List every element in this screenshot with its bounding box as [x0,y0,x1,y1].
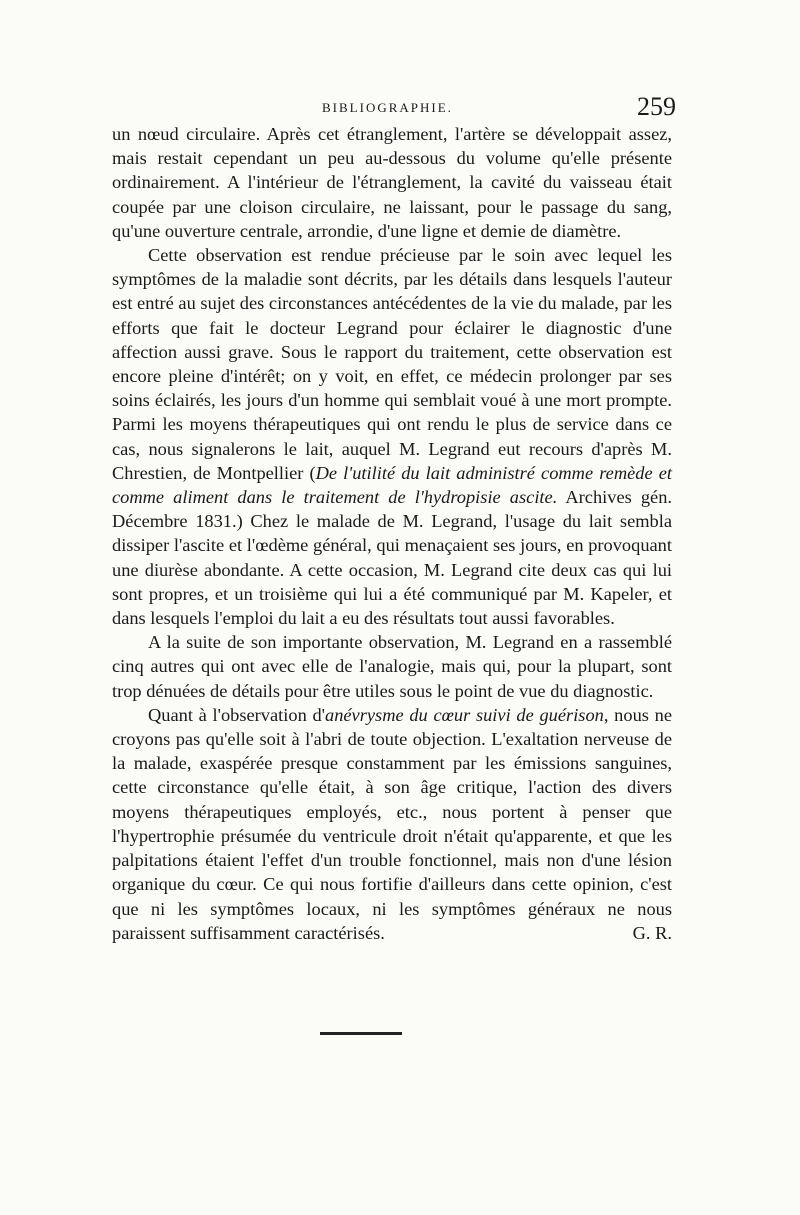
paragraph-2-text-cont: Archives gén. Décembre 1831.) Chez le malade de M. Legrand, l'usage du lait sembla dissiper l'ascite et l'œdème général, qui menaçaient ses jours, en provoquant une diurèse abondante. A cette occasion, M. Legrand cite deux cas qui lui sont propres, et un troisième qui lui a été communiqué par M. Kapeler, et dans lesquels l'emploi du lait a eu des résultats tout aussi favorables. [112,487,673,629]
paragraph-4-text-cont: , nous ne croyons pas qu'elle soit à l'abri de toute objection. L'exaltation nerveuse de la malade, exaspérée presque constamment par les émissions sanguines, cette circonstance qu'elle était, à son âge critique, l'action des divers moyens thérapeutiques employés, etc., nous portent à penser que l'hypertrophie présumée du ventricule droit n'était qu'apparente, et que les palpitations étaient l'effet d'un trouble fonctionnel, mais non d'une lésion organique du cœur. Ce qui nous fortifie d'ailleurs dans cette opinion, c'est que ni les symptômes locaux, ni les symptômes généraux ne nous paraissent suffisamment caractérisés. [112,704,672,943]
cited-title: De l'utilité du lait administré comme remède et comme aliment dans le traitement de l'hydropisie ascite. [112,462,672,508]
paragraph-3: A la suite de son importante observation, M. Legrand en a rassemblé cinq autres qui ont avec elle de l'analogie, mais qui, pour la plupart, sont trop dénuées de détails pour être utiles sous le point de vue du diagnostic. [112,632,672,701]
signature: G. R. [632,922,672,943]
paragraph-4 [112,703,672,945]
document-page [112,92,676,945]
paragraph-2-text: Cette observation est rendue précieuse par le soin avec lequel les symptômes de la maladie sont décrits, par les détails dans lesquels l'auteur est entré au sujet des circonstances antécédentes de la vie du malade, par les efforts que fait le docteur Legrand pour éclairer le diagnostic d'une affection aussi grave. Sous le rapport du traitement, cette observation est encore pleine d'intérêt; on y voit, en effet, ce médecin prolonger par ses soins éclairés, les jours d'un homme qui semblait voué à une mort prompte. Parmi les moyens thérapeutiques qui ont rendu le plus de service dans ce cas, nous signalerons le lait, auquel M. Legrand eut recours d'après M. Chrestien, de Montpellier ( [112,245,672,483]
body-text [112,122,672,945]
paragraph-4-text: Quant à l'observation d' [148,704,325,725]
paragraph-1: un nœud circulaire. Après cet étranglement, l'artère se développait assez, mais restait cependant un peu au-dessous du volume qu'elle présente ordinairement. A l'intérieur de l'étranglement, la cavité du vaisseau était coupée par une cloison circulaire, ne laissant, pour le passage du sang, qu'une ouverture centrale, arrondie, d'une ligne et demie de diamètre. [112,124,672,241]
running-head: BIBLIOGRAPHIE. [322,100,453,115]
page-header [112,92,676,122]
paragraph-2 [112,243,672,630]
section-divider [320,1032,402,1035]
page-number: 259 [637,92,676,121]
case-title: anévrysme du cœur suivi de guérison [325,704,604,725]
